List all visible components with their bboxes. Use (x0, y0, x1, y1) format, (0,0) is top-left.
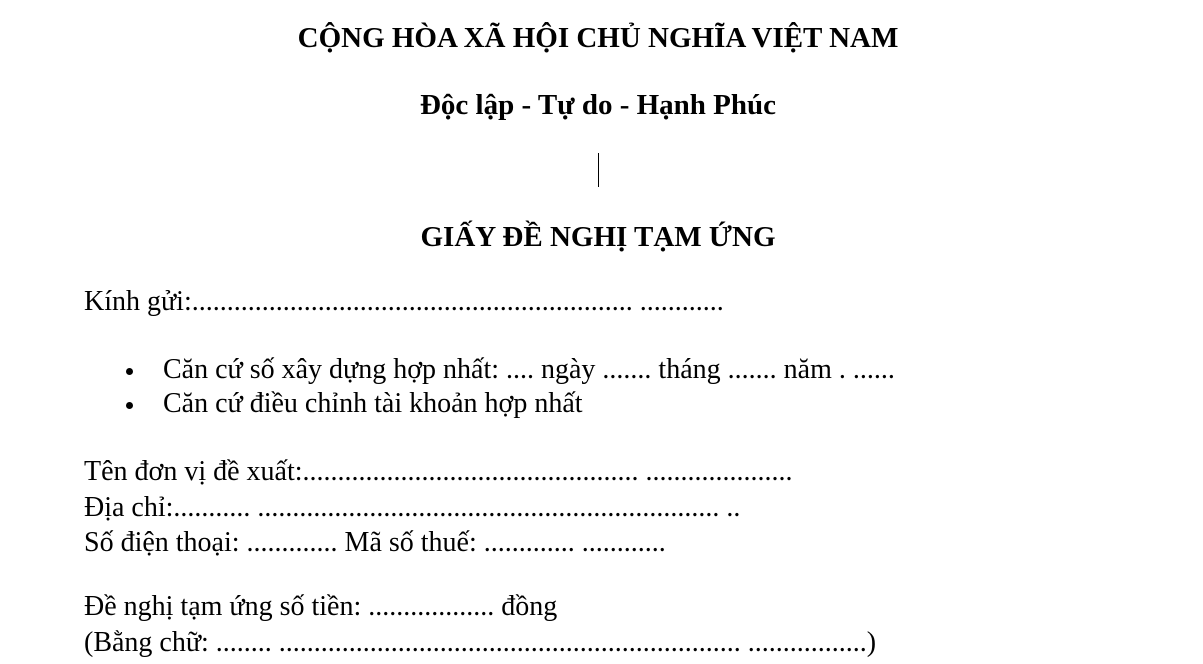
recipient-line: Kính gửi:............................................................... ............ (84, 286, 724, 317)
national-motto: Độc lập - Tự do - Hạnh Phúc (419, 89, 777, 121)
bullet-icon (126, 368, 133, 375)
basis-text: Căn cứ điều chỉnh tài khoản hợp nhất (163, 388, 583, 419)
address-line: Địa chỉ:........... .................................................................. .. (84, 492, 741, 523)
bases-list (84, 353, 895, 421)
basis-text: Căn cứ số xây dựng hợp nhất: .... ngày ....... tháng ....... năm . ...... (163, 354, 895, 385)
list-item (84, 353, 895, 387)
advance-amount-line: Đề nghị tạm ứng số tiền: .................. đồng (84, 591, 558, 622)
national-title: CỘNG HÒA XÃ HỘI CHỦ NGHĨA VIỆT NAM (297, 22, 899, 54)
text-cursor (598, 153, 599, 187)
bullet-icon (126, 402, 133, 409)
phone-tax-line: Số điện thoại: ............. Mã số thuế: ............. ............ (84, 527, 666, 558)
amount-in-words-line: (Bằng chữ: ........ .................................................................. .................) (84, 627, 877, 658)
unit-name-line: Tên đơn vị đề xuất:................................................ ..................... (84, 456, 793, 487)
document-title: GIẤY ĐỀ NGHỊ TẠM ỨNG (420, 221, 776, 253)
list-item (84, 387, 895, 421)
